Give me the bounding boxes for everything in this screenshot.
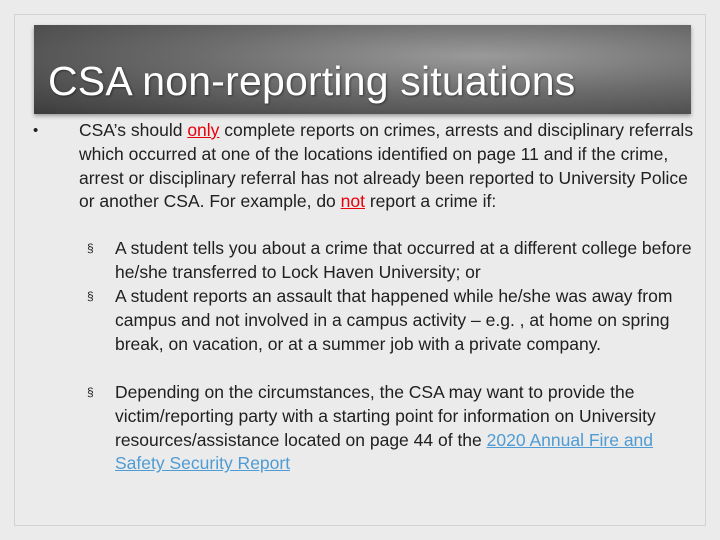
sub-item-3-text: Depending on the circumstances, the CSA may want to provide the victim/reporting party with a starting point for information on University resources/assistance located on page 44 of the: [115, 382, 656, 450]
sub-bullet-icon: §: [87, 289, 94, 303]
report-link[interactable]: 2020 Annual Fire and Safety Security Report: [115, 429, 654, 474]
sub-item-3: [115, 381, 705, 476]
main-text-part3: report a crime if:: [364, 191, 497, 212]
sub-item-2: A student reports an assault that happened while he/she was away from campus and not involved in a campus activity – e.g. , at home on spring break, on vacation, or at a summer job with a private company.: [115, 286, 673, 354]
emphasis-not: not: [340, 191, 365, 212]
sub-bullet-icon: §: [87, 241, 94, 255]
main-paragraph: [79, 119, 699, 214]
slide-title: CSA non-reporting situations: [48, 58, 576, 104]
sub-bullet-icon: §: [87, 385, 94, 399]
sub-item-1: A student tells you about a crime that occurred at a different college before he/she transferred to Lock Haven University; or: [115, 238, 692, 282]
main-text-part1: CSA’s should: [79, 120, 188, 140]
bullet-dot: •: [33, 122, 39, 139]
emphasis-only: only: [187, 120, 220, 140]
main-text-part2: complete reports on crimes, arrests and disciplinary referrals which occurred at one of the locations identified on page 11 and if the crime, arrest or disciplinary referral has not already been reported to University Police or another CSA. For example, do: [79, 120, 694, 212]
